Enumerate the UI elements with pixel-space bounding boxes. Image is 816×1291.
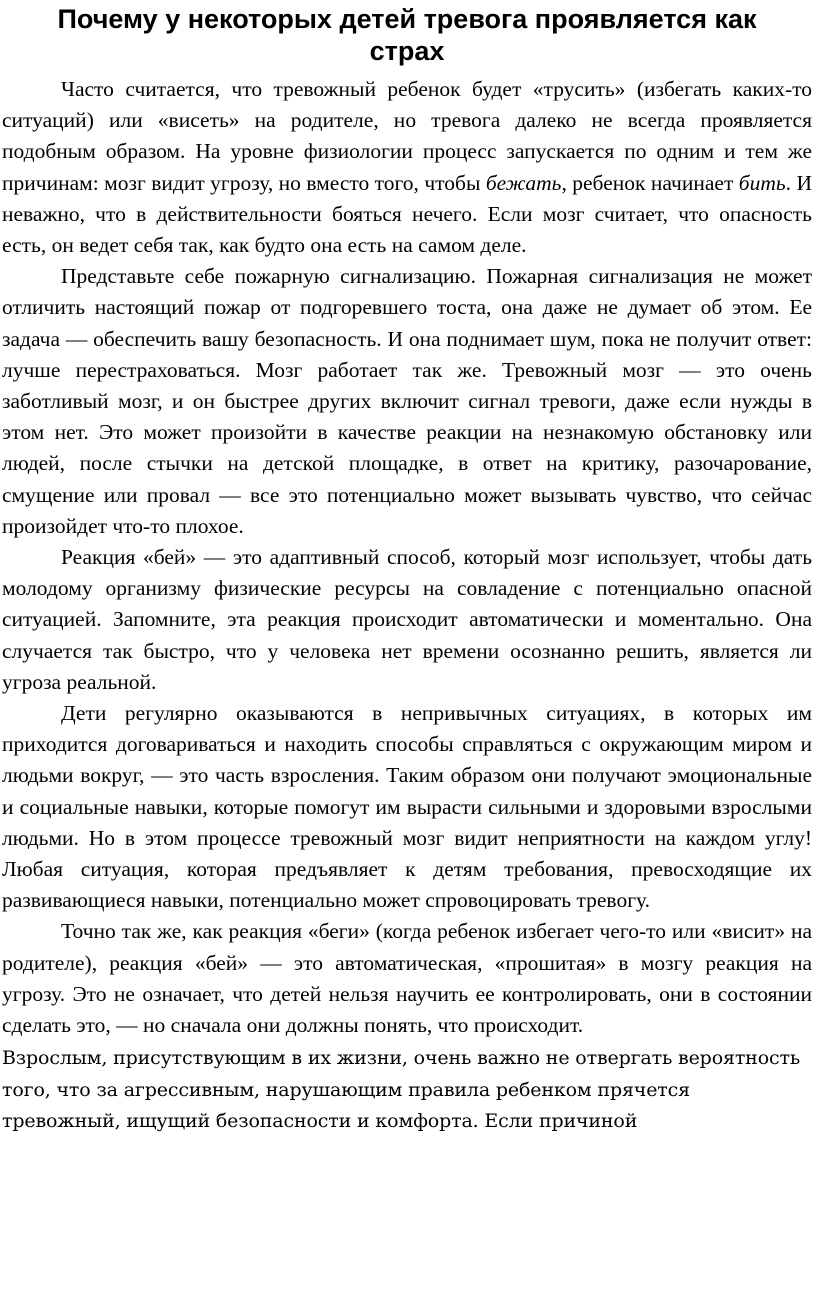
paragraph-1-text-b: , ребенок начинает <box>561 170 739 195</box>
paragraph-6: Взрослым, присутствующим в их жизни, очень важно не отвергать вероятность того, что за агрессивным, нарушающим правила ребенком прячется тревожный, ищущий безопасности и комфорта. Если причиной <box>2 1047 801 1133</box>
emphasis-run: бежать <box>485 170 562 195</box>
paragraph-2: Представьте себе пожарную сигнализацию. Пожарная сигнализация не может отличить настоящий пожар от подгоревшего тоста, она даже не думает об этом. Ее задача — обеспечить вашу безопасность. И она поднимает шум, пока не получит ответ: лучше перестраховаться. Мозг работает так же. Тревожный мозг — это очень заботливый мозг, и он быстрее других включит сигнал тревоги, даже если нужды в этом нет. Это может произойти в качестве реакции на незнакомую обстановку или людей, после стычки на детской площадке, в ответ на критику, разочарование, смущение или провал — все это потенциально может вызывать чувство, что сейчас произойдет что-то плохое. <box>2 264 812 538</box>
paragraph-1-text-c: . И неважно, что в действительности бояться нечего. Если мозг считает, что опасность есть, он ведет себя так, как будто она есть на самом деле. <box>2 170 813 258</box>
paragraph-3: Реакция «бей» — это адаптивный способ, который мозг использует, чтобы дать молодому организму физические ресурсы на совладение с потенциально опасной ситуацией. Запомните, эта реакция происходит автоматически и моментально. Она случается так быстро, что у человека нет времени осознанно решить, является ли угроза реальной. <box>2 545 812 694</box>
page-title: Почему у некоторых детей тревога проявляется как страх <box>57 4 757 66</box>
paragraph-1 <box>2 74 812 261</box>
paragraph-1-text-a: Часто считается, что тревожный ребенок будет «трусить» (избегать каких-то ситуаций) или «висеть» на родителе, но тревога далеко не всегда проявляется подобным образом. На уровне физиологии процесс запускается по одним и тем же причинам: мозг видит угрозу, но вместо того, чтобы <box>2 77 812 195</box>
paragraph-5: Точно так же, как реакция «беги» (когда ребенок избегает чего-то или «висит» на родителе), реакция «бей» — это автоматическая, «прошитая» в мозгу реакция на угрозу. Это не означает, что детей нельзя научить ее контролировать, они в состоянии сделать это, — но сначала они должны понять, что происходит. <box>2 919 812 1038</box>
paragraph-4: Дети регулярно оказываются в непривычных ситуациях, в которых им приходится договариваться и находить способы справляться с окружающим миром и людьми вокруг, — это часть взросления. Таким образом они получают эмоциональные и социальные навыки, которые помогут им вырасти сильными и здоровыми взрослыми людьми. Но в этом процессе тревожный мозг видит неприятности на каждом углу! Любая ситуация, которая предъявляет к детям требования, превосходящие их развивающиеся навыки, потенциально может спровоцировать тревогу. <box>2 701 812 913</box>
emphasis-hit: бить <box>738 170 786 195</box>
